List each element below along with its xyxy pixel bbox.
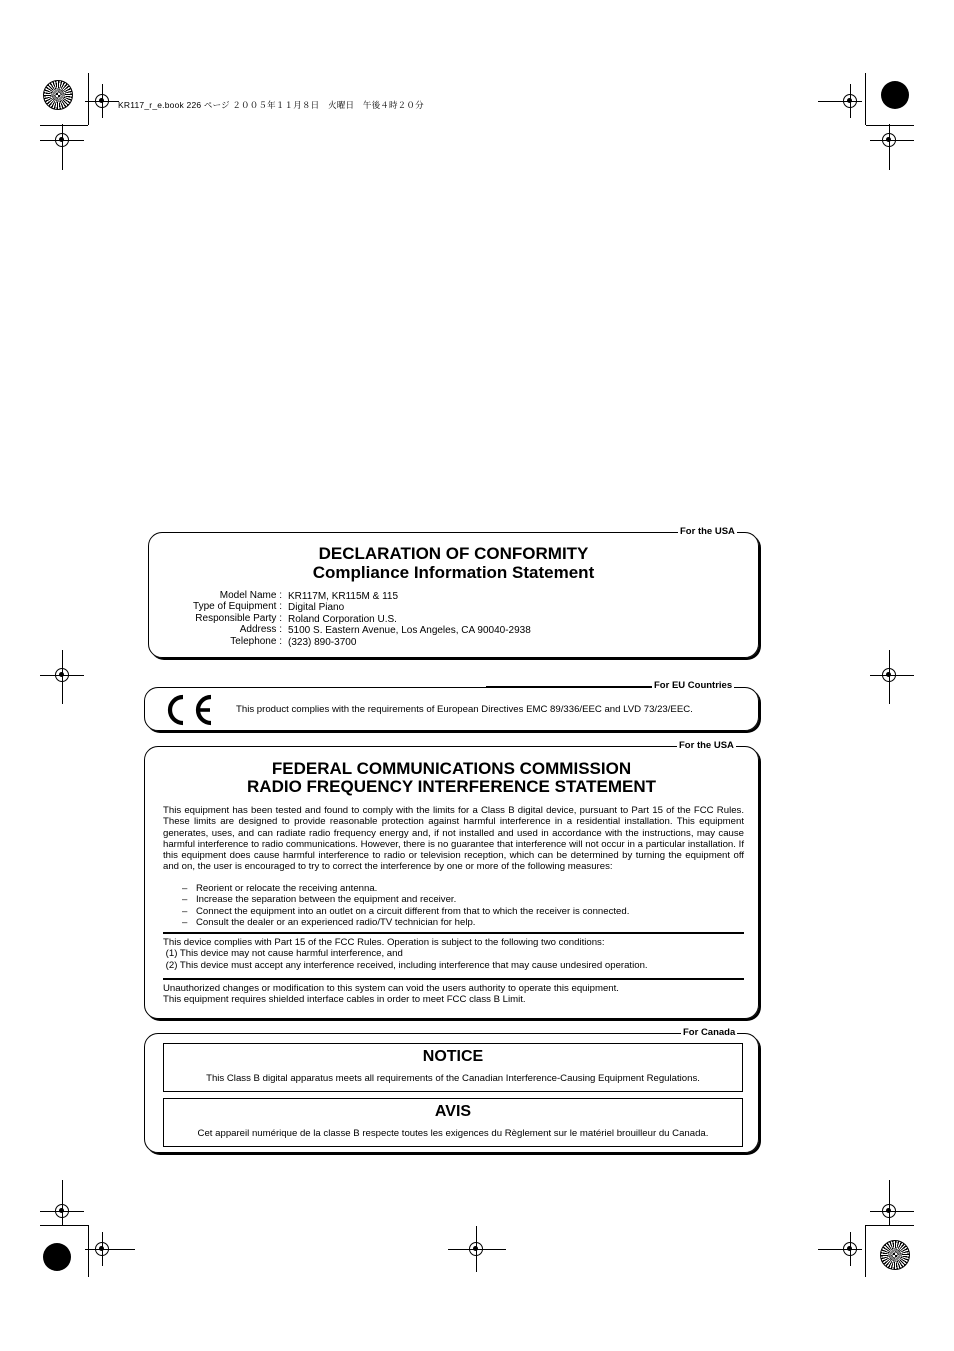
region-tag-usa: For the USA (679, 740, 734, 751)
crop-mark (102, 1232, 103, 1266)
field-label: Address : (239, 624, 282, 636)
tag-divider (486, 686, 656, 687)
notice-text: This Class B digital apparatus meets all requirements of the Canadian Interference-Causing Equipment Regulations. (206, 1073, 700, 1084)
field-value: Digital Piano (288, 602, 345, 614)
crop-mark (865, 73, 866, 125)
warning-text: Unauthorized changes or modification to this system can void the users authority to operate this equipment. (163, 983, 619, 994)
registration-dot-icon (43, 1243, 71, 1271)
crop-mark (889, 1180, 890, 1226)
eu-compliance-text: This product complies with the requirements of European Directives EMC 89/336/EEC and LVD 73/23/EEC. (236, 704, 693, 715)
crop-mark (818, 1249, 862, 1250)
declaration-title: DECLARATION OF CONFORMITY (318, 544, 589, 563)
list-item: – Consult the dealer or an experienced radio/TV technician for help. (182, 917, 742, 928)
fcc-conditions (163, 937, 744, 971)
crop-mark (865, 1225, 866, 1277)
crop-mark (866, 125, 914, 126)
crop-mark (40, 125, 88, 126)
notice-title: NOTICE (422, 1048, 484, 1065)
fcc-warnings (163, 983, 744, 1006)
condition-item: (1) This device may not cause harmful interference, and (163, 948, 403, 960)
ce-mark-icon (161, 692, 217, 728)
avis-box (163, 1098, 743, 1147)
fcc-box (144, 746, 759, 1019)
crop-mark (866, 1225, 914, 1226)
field-label: Type of Equipment : (193, 601, 282, 613)
registration-starburst-icon (43, 80, 73, 110)
list-item: – Connect the equipment into an outlet on a circuit different from that to which the receiver is connected. (182, 906, 742, 917)
divider (163, 932, 744, 934)
crop-mark (62, 1180, 63, 1226)
eu-box (144, 687, 759, 731)
crop-mark (88, 73, 89, 125)
crop-mark (102, 84, 103, 118)
fcc-title: FEDERAL COMMUNICATIONS COMMISSION (271, 759, 632, 778)
field-label: Telephone : (230, 635, 282, 647)
crop-mark (889, 124, 890, 170)
file-header: KR117_r_e.book 226 ページ ２００５年１１月８日 火曜日 午後４時２０分 (118, 100, 424, 110)
crop-mark (88, 1225, 89, 1277)
crop-mark (476, 1226, 477, 1272)
notice-box (163, 1043, 743, 1092)
region-tag-canada: For Canada (683, 1027, 736, 1038)
avis-text: Cet appareil numérique de la classe B respecte toutes les exigences du Règlement sur le matériel brouilleur du Canada. (197, 1128, 709, 1139)
crop-mark (889, 650, 890, 704)
crop-mark (870, 675, 914, 676)
declaration-fields (149, 590, 282, 650)
avis-title: AVIS (434, 1103, 472, 1120)
region-tag-usa: For the USA (680, 526, 735, 537)
divider (163, 978, 744, 980)
registration-dot-icon (881, 81, 909, 109)
crop-mark (818, 101, 862, 102)
registration-starburst-icon (880, 1240, 910, 1270)
list-item: – Increase the separation between the equipment and receiver. (182, 894, 742, 905)
crop-mark (40, 1225, 88, 1226)
list-item: – Reorient or relocate the receiving antenna. (182, 883, 742, 894)
field-value: 5100 S. Eastern Avenue, Los Angeles, CA 90040-2938 (288, 625, 531, 637)
field-value: Roland Corporation U.S. (288, 613, 397, 625)
crop-mark (850, 84, 851, 118)
field-value: KR117M, KR115M & 115 (288, 591, 399, 602)
crop-mark (62, 650, 63, 704)
crop-mark (62, 124, 63, 170)
crop-mark (448, 1249, 506, 1250)
fcc-subtitle: RADIO FREQUENCY INTERFERENCE STATEMENT (247, 777, 656, 796)
crop-mark (85, 1249, 135, 1250)
region-tag-eu: For EU Countries (654, 680, 733, 691)
crop-mark (850, 1232, 851, 1266)
condition-item: (2) This device must accept any interference received, including interference that may cause undesired operation. (163, 959, 648, 971)
declaration-box (148, 532, 759, 658)
field-label: Model Name : (219, 590, 282, 601)
fcc-measures-list (182, 883, 742, 928)
conditions-intro: This device complies with Part 15 of the FCC Rules. Operation is subject to the following two conditions: (163, 937, 605, 948)
warning-text: This equipment requires shielded interface cables in order to meet FCC class B Limit. (163, 994, 526, 1006)
canada-box (144, 1033, 759, 1153)
declaration-subtitle: Compliance Information Statement (312, 563, 595, 582)
crop-mark (870, 140, 914, 141)
field-value: (323) 890-3700 (288, 636, 357, 648)
declaration-values (288, 591, 531, 648)
crop-mark (870, 1211, 914, 1212)
field-label: Responsible Party : (195, 612, 282, 624)
fcc-paragraph: This equipment has been tested and found to comply with the limits for a Class B digital device, pursuant to Part 15 of the FCC Rules. These limits are designed to provide reasonable protection against harmful interference in a residential installation. This equipment generates, uses, and can radiate radio frequency energy and, if not installed and used in accordance with the instructions, may cause harmful interference to radio communications. However, there is no guarantee that interference will not occur in a particular installation. If this equipment does cause harmful interference to radio or television reception, which can be determined by turning the equipment off and on, the user is encouraged to try to correct the interference by one or more of the following measures: (163, 805, 744, 873)
